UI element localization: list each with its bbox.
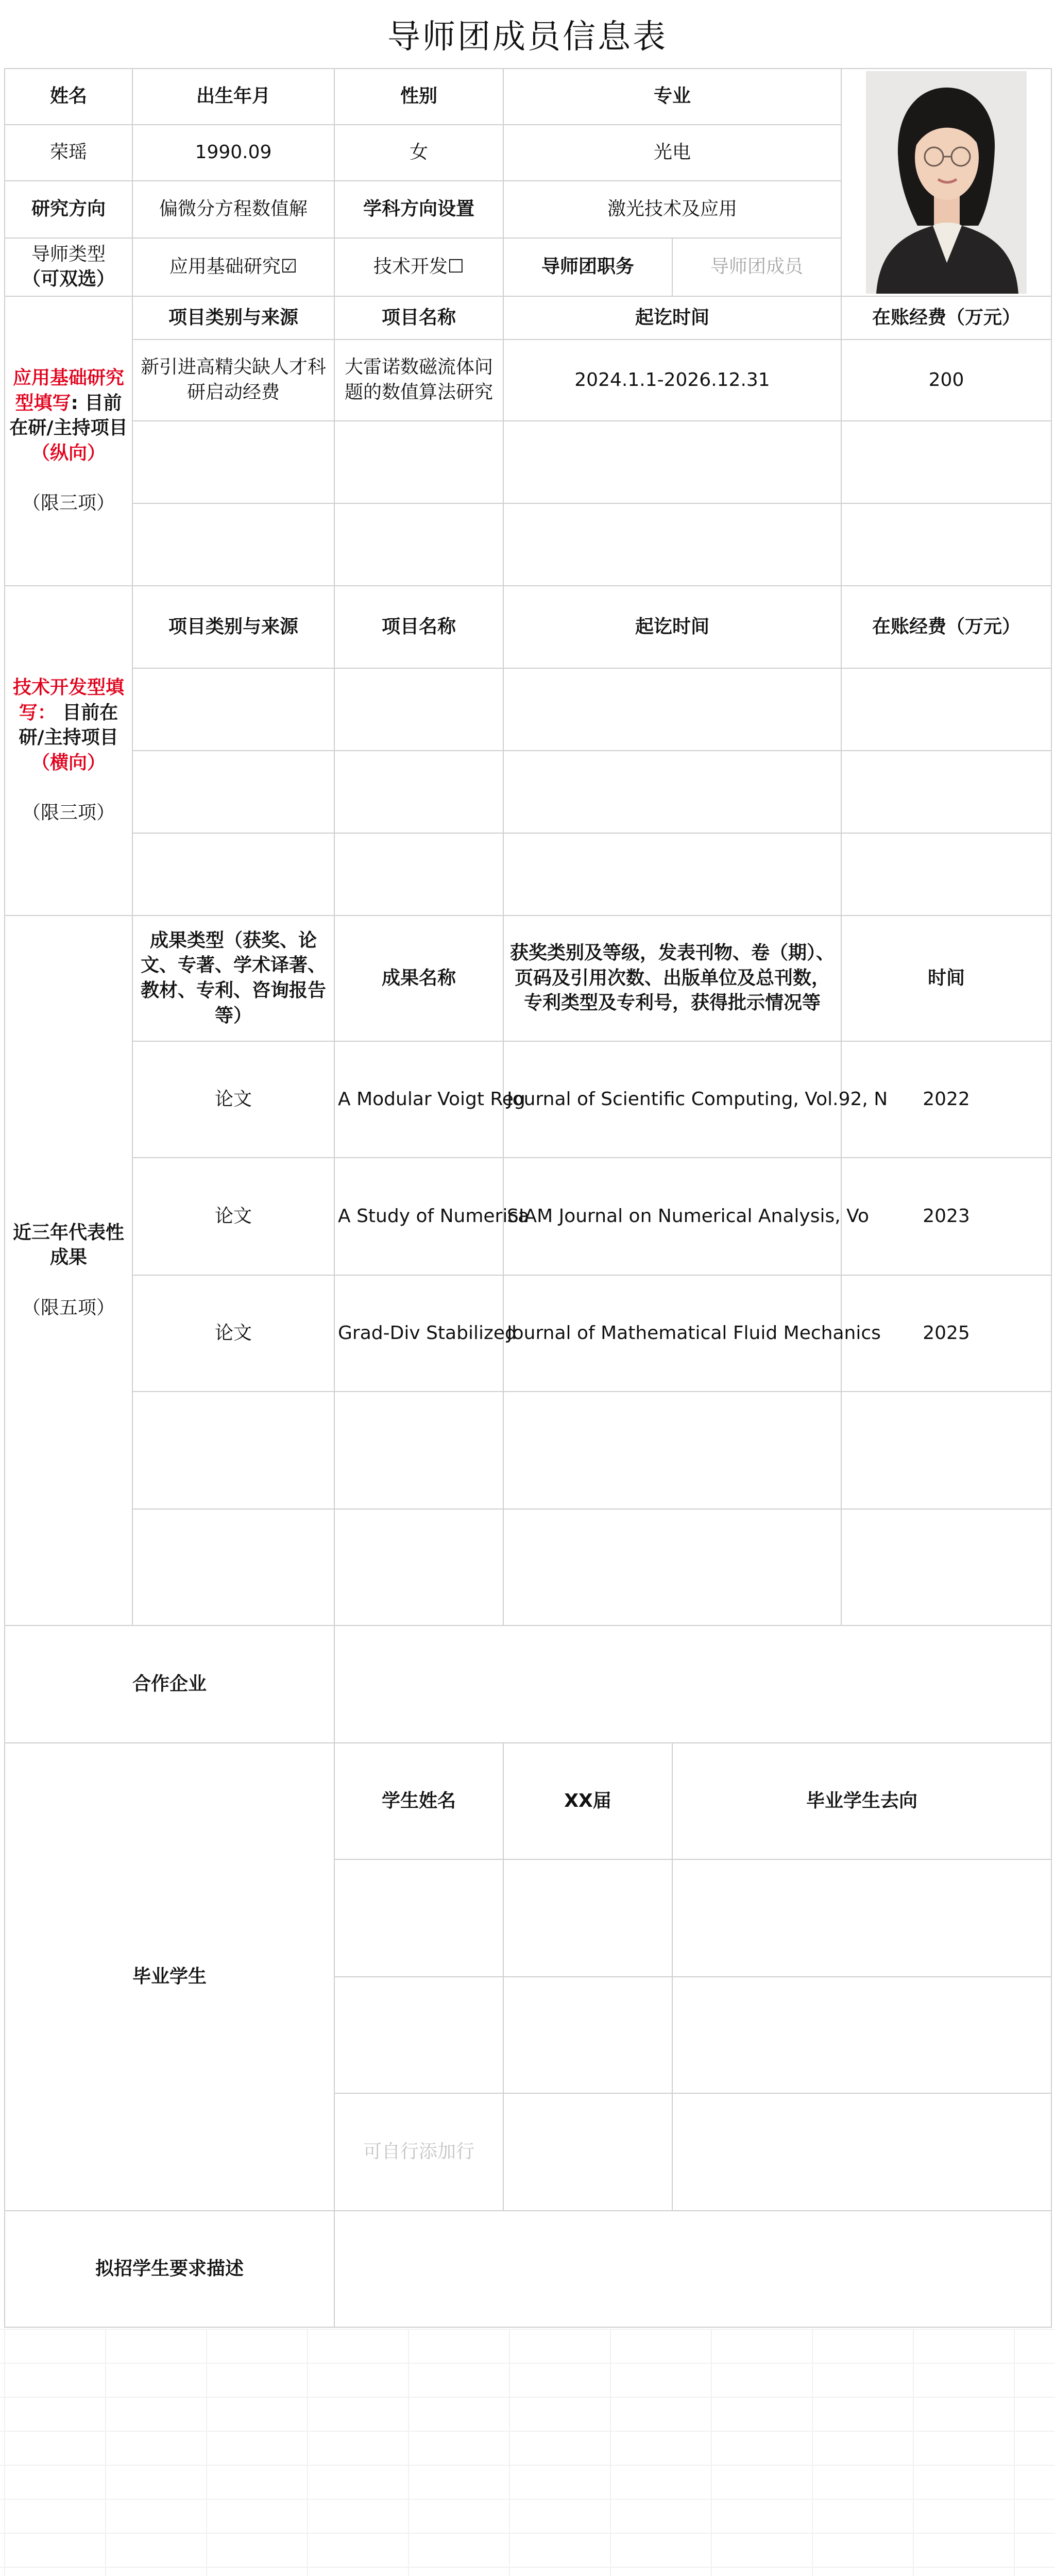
achievements-limit: （限五项）	[22, 1297, 115, 1318]
ach-r5-type[interactable]	[132, 1509, 334, 1625]
tech-r1-period[interactable]	[503, 668, 841, 751]
applied-r3-name[interactable]	[334, 503, 503, 586]
achievements-label: 近三年代表性成果	[12, 1222, 124, 1268]
applied-label-paren: （纵向）	[31, 443, 106, 464]
applied-r2-period[interactable]	[503, 421, 841, 503]
ach-header-name: 成果名称	[334, 916, 503, 1041]
table-row	[5, 421, 1051, 503]
tech-r3-source[interactable]	[132, 833, 334, 916]
table-row	[5, 503, 1051, 586]
applied-header-funds: 在账经费（万元）	[841, 296, 1051, 340]
table-row	[5, 1041, 1051, 1158]
applied-r2-name[interactable]	[334, 421, 503, 503]
mentor-type-label-main: 导师类型	[31, 243, 106, 265]
table-row	[5, 1158, 1051, 1275]
achievements-section-label	[5, 916, 132, 1625]
tech-r2-name[interactable]	[334, 751, 503, 833]
applied-r1-name[interactable]: 大雷诺数磁流体问题的数值算法研究	[334, 340, 503, 421]
tech-header-funds: 在账经费（万元）	[841, 586, 1051, 668]
tech-header-period: 起讫时间	[503, 586, 841, 668]
applied-label-red: 应用基础研究型填写	[12, 367, 124, 414]
tech-section-label	[5, 586, 132, 916]
grad-header-name: 学生姓名	[334, 1743, 503, 1859]
cooperation-value[interactable]	[334, 1625, 1051, 1743]
ach-r3-type[interactable]: 论文	[132, 1275, 334, 1392]
requirements-label: 拟招学生要求描述	[5, 2211, 334, 2327]
applied-r3-period[interactable]	[503, 503, 841, 586]
role-value[interactable]: 导师团成员	[672, 238, 841, 296]
applied-header-name: 项目名称	[334, 296, 503, 340]
type-tech-checkbox[interactable]: 技术开发☐	[334, 238, 503, 296]
gender-value[interactable]: 女	[334, 125, 503, 181]
applied-header-period: 起讫时间	[503, 296, 841, 340]
tech-r1-name[interactable]	[334, 668, 503, 751]
mentor-type-label-note: （可双选）	[22, 268, 115, 290]
member-photo	[866, 71, 1027, 294]
tech-r2-period[interactable]	[503, 751, 841, 833]
birth-label: 出生年月	[132, 69, 334, 125]
ach-r1-detail[interactable]: Journal of Scientific Computing, Vol.92, N	[503, 1041, 841, 1158]
table-row	[5, 1392, 1051, 1509]
applied-label-colon: :	[71, 392, 78, 414]
type-applied-checkbox[interactable]: 应用基础研究☑	[132, 238, 334, 296]
applied-limit: （限三项）	[22, 493, 115, 514]
ach-r3-time[interactable]: 2025	[841, 1275, 1051, 1392]
ach-r2-type[interactable]: 论文	[132, 1158, 334, 1275]
grad-r2-year[interactable]	[503, 1977, 672, 2093]
ach-r2-detail[interactable]: SIAM Journal on Numerical Analysis, Vo	[503, 1158, 841, 1275]
grad-r2-name[interactable]	[334, 1977, 503, 2093]
ach-r3-detail[interactable]: Journal of Mathematical Fluid Mechanics	[503, 1275, 841, 1392]
ach-r1-time[interactable]: 2022	[841, 1041, 1051, 1158]
table-row	[5, 668, 1051, 751]
name-label: 姓名	[5, 69, 132, 125]
applied-r2-source[interactable]	[132, 421, 334, 503]
ach-header-time: 时间	[841, 916, 1051, 1041]
tech-header-source: 项目类别与来源	[132, 586, 334, 668]
applied-r3-source[interactable]	[132, 503, 334, 586]
table-row	[5, 751, 1051, 833]
applied-label-main: 目前在研/主持项目	[9, 392, 128, 439]
tech-r2-funds[interactable]	[841, 751, 1051, 833]
page-title: 导师团成员信息表	[387, 18, 668, 56]
ach-r2-time[interactable]: 2023	[841, 1158, 1051, 1275]
ach-r5-time[interactable]	[841, 1509, 1051, 1625]
ach-r4-time[interactable]	[841, 1392, 1051, 1509]
tech-r1-source[interactable]	[132, 668, 334, 751]
applied-r1-period[interactable]: 2024.1.1-2026.12.31	[503, 340, 841, 421]
ach-r1-name[interactable]: A Modular Voigt Reg	[334, 1041, 503, 1158]
ach-r3-name[interactable]: Grad-Div Stabilized	[334, 1275, 503, 1392]
ach-r4-name[interactable]	[334, 1392, 503, 1509]
empty-sheet-gridlines	[0, 2329, 1055, 2576]
birth-value[interactable]: 1990.09	[132, 125, 334, 181]
tech-r3-funds[interactable]	[841, 833, 1051, 916]
tech-label-red: 技术开发型填写：	[12, 677, 124, 723]
applied-section-label	[5, 296, 132, 586]
discipline-value[interactable]: 激光技术及应用	[503, 181, 841, 238]
table-row	[5, 1275, 1051, 1392]
grad-r3-destination[interactable]	[672, 2093, 1051, 2211]
tech-r1-funds[interactable]	[841, 668, 1051, 751]
ach-r2-name[interactable]: A Study of Numerica	[334, 1158, 503, 1275]
grad-r1-name[interactable]	[334, 1859, 503, 1977]
grad-header-year: XX届	[503, 1743, 672, 1859]
requirements-value[interactable]	[334, 2211, 1051, 2327]
table-row	[5, 833, 1051, 916]
role-label: 导师团职务	[503, 238, 672, 296]
tech-r3-name[interactable]	[334, 833, 503, 916]
grad-r1-year[interactable]	[503, 1859, 672, 1977]
applied-r3-funds[interactable]	[841, 503, 1051, 586]
ach-r5-name[interactable]	[334, 1509, 503, 1625]
info-table	[4, 68, 1052, 2328]
discipline-label: 学科方向设置	[334, 181, 503, 238]
grad-r3-name[interactable]: 可自行添加行	[334, 2093, 503, 2211]
table-row	[5, 340, 1051, 421]
graduates-label: 毕业学生	[5, 1743, 334, 2211]
cooperation-label: 合作企业	[5, 1625, 334, 1743]
applied-header-source: 项目类别与来源	[132, 296, 334, 340]
research-label: 研究方向	[5, 181, 132, 238]
grad-r2-destination[interactable]	[672, 1977, 1051, 2093]
ach-r4-detail[interactable]	[503, 1392, 841, 1509]
tech-r2-source[interactable]	[132, 751, 334, 833]
mentor-type-label	[5, 238, 132, 296]
applied-r2-funds[interactable]	[841, 421, 1051, 503]
ach-r1-type[interactable]: 论文	[132, 1041, 334, 1158]
ach-header-detail: 获奖类别及等级，发表刊物、卷（期）、页码及引用次数、出版单位及总刊数，专利类型及专利号，获得批示情况等	[503, 916, 841, 1041]
grad-r3-year[interactable]	[503, 2093, 672, 2211]
portrait-image	[866, 71, 1027, 294]
gender-label: 性别	[334, 69, 503, 125]
tech-r3-period[interactable]	[503, 833, 841, 916]
tech-limit: （限三项）	[22, 802, 115, 824]
tech-label-paren: （横向）	[31, 752, 106, 773]
name-value[interactable]: 荣瑶	[5, 125, 132, 181]
research-value[interactable]: 偏微分方程数值解	[132, 181, 334, 238]
major-label: 专业	[503, 69, 841, 125]
ach-r5-detail[interactable]	[503, 1509, 841, 1625]
tech-label-main: 目前在研/主持项目	[19, 702, 118, 749]
applied-r1-funds[interactable]: 200	[841, 340, 1051, 421]
grad-r1-destination[interactable]	[672, 1859, 1051, 1977]
tech-header-name: 项目名称	[334, 586, 503, 668]
grad-header-destination: 毕业学生去向	[672, 1743, 1051, 1859]
photo-cell[interactable]	[841, 69, 1051, 296]
major-value[interactable]: 光电	[503, 125, 841, 181]
ach-header-type: 成果类型（获奖、论文、专著、学术译著、教材、专利、咨询报告等）	[132, 916, 334, 1041]
applied-r1-source[interactable]: 新引进高精尖缺人才科研启动经费	[132, 340, 334, 421]
table-row	[5, 1509, 1051, 1625]
ach-r4-type[interactable]	[132, 1392, 334, 1509]
